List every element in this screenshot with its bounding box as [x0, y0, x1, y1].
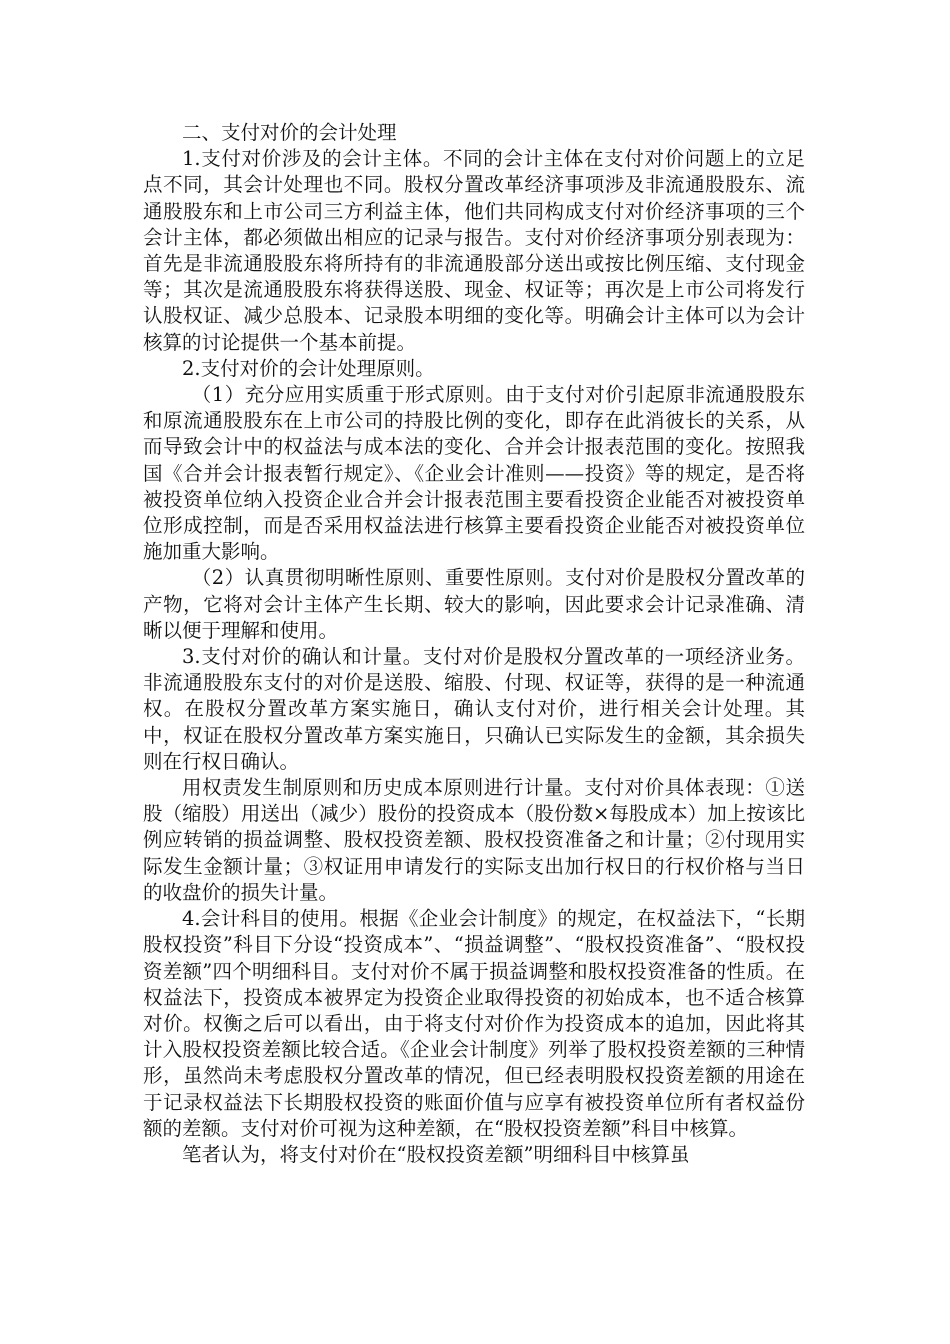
paragraph-substance-over-form: （1）充分应用实质重于形式原则。由于支付对价引起原非流通股股东和原流通股股东在上市公司的持股比例的变化，即存在此消彼长的关系，从而导致会计中的权益法与成本法的变化、合并会计报表范围的变化。按照我国《合并会计报表暂行规定》、《企业会计准则——投资》等的规定，是否将被投资单位纳入投资企业合并会计报表范围主要看投资企业能否对被投资单位形成控制，而是否采用权益法进行核算主要看投资企业能否对被投资单位施加重大影响。 — [143, 383, 805, 564]
paragraph-clarity-materiality: （2）认真贯彻明晰性原则、重要性原则。支付对价是股权分置改革的产物，它将对会计主体产生长期、较大的影响，因此要求会计记录准确、清晰以便于理解和使用。 — [143, 566, 805, 642]
document-page — [143, 120, 805, 1168]
paragraph-recognition-measurement: 3.支付对价的确认和计量。支付对价是股权分置改革的一项经济业务。非流通股股东支付的对价是送股、缩股、付现、权证等，获得的是一种流通权。在股权分置改革方案实施日，确认支付对价，进行相关会计处理。其中，权证在股权分置改革方案实施日，只确认已实际发生的金额，其余损失则在行权日确认。 — [143, 645, 805, 773]
paragraph-accounting-subject: 1.支付对价涉及的会计主体。不同的会计主体在支付对价问题上的立足点不同，其会计处理也不同。股权分置改革经济事项涉及非流通股股东、流通股股东和上市公司三方利益主体，他们共同构成支付对价经济事项的三个会计主体，都必须做出相应的记录与报告。支付对价经济事项分别表现为：首先是非流通股股东将所持有的非流通股部分送出或按比例压缩、支付现金等；其次是流通股股东将获得送股、现金、权证等；再次是上市公司将发行认股权证、减少总股本、记录股本明细的变化等。明确会计主体可以为会计核算的讨论提供一个基本前提。 — [143, 147, 805, 354]
paragraph-account-usage: 4.会计科目的使用。根据《企业会计制度》的规定，在权益法下，“长期股权投资”科目下分设“投资成本”、“损益调整”、“股权投资准备”、“股权投资差额”四个明细科目。支付对价不属于损益调整和股权投资准备的性质。在权益法下，投资成本被界定为投资企业取得投资的初始成本，也不适合核算对价。权衡之后可以看出，由于将支付对价作为投资成本的追加，因此将其计入股权投资差额比较合适。《企业会计制度》列举了股权投资差额的三种情形，虽然尚未考虑股权分置改革的情况，但已经表明股权投资差额的用途在于记录权益法下长期股权投资的账面价值与应享有被投资单位所有者权益份额的差额。支付对价可视为这种差额，在“股权投资差额”科目中核算。 — [143, 907, 805, 1140]
section-heading: 二、支付对价的会计处理 — [182, 121, 397, 144]
paragraph-author-opinion: 笔者认为，将支付对价在“股权投资差额”明细科目中核算虽 — [182, 1142, 690, 1166]
paragraph-measurement-basis: 用权责发生制原则和历史成本原则进行计量。支付对价具体表现：①送股（缩股）用送出（减少）股份的投资成本（股份数×每股成本）加上按该比例应转销的损益调整、股权投资差额、股权投资准备之和计量；②付现用实际发生金额计量；③权证用申请发行的实际支出加行权日的行权价格与当日的收盘价的损失计量。 — [143, 776, 805, 904]
paragraph-principles-title: 2.支付对价的会计处理原则。 — [182, 356, 435, 380]
